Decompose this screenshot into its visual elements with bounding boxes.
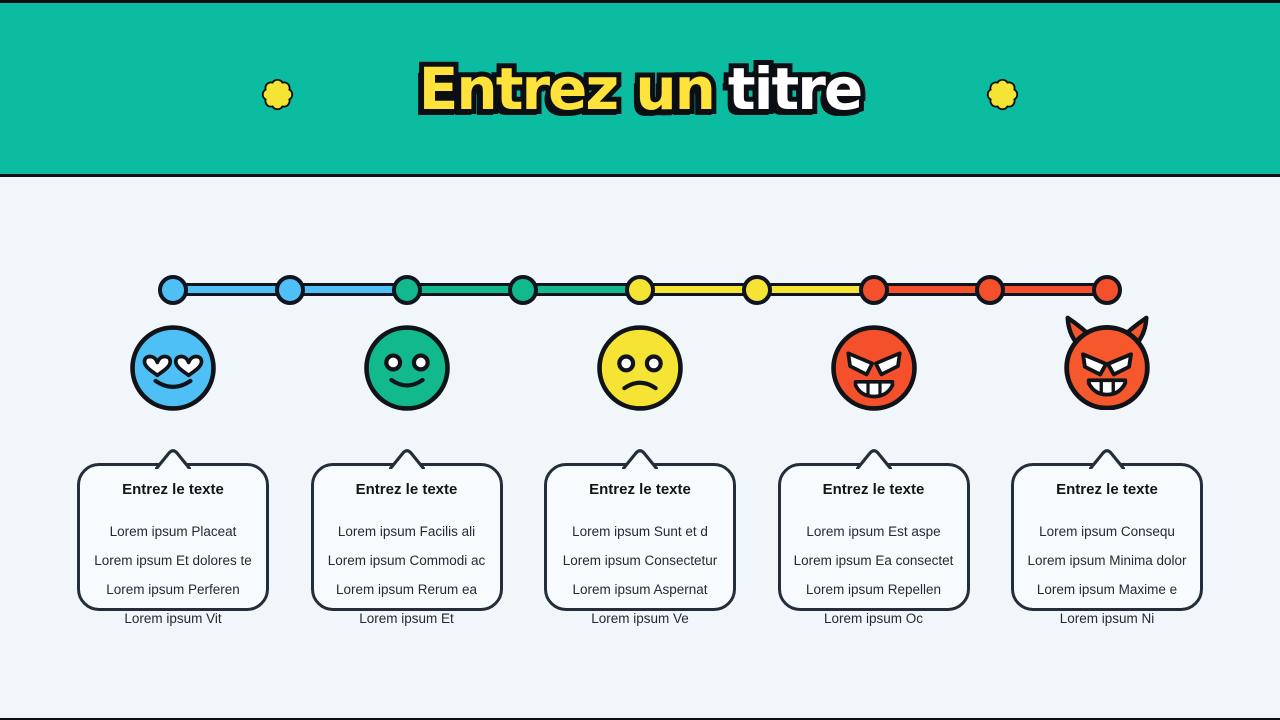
card-title: Entrez le texte (355, 481, 458, 498)
page-title[interactable] (419, 55, 861, 123)
card-text-line: Lorem ipsum Est aspe (806, 524, 941, 539)
card-title: Entrez le texte (1056, 481, 1158, 498)
card-pointer (155, 448, 191, 469)
card-text-line: Lorem ipsum Minima dolor (1027, 553, 1187, 568)
card-title: Entrez le texte (589, 481, 691, 498)
card-pointer (856, 448, 892, 469)
devil-emoji[interactable] (1059, 314, 1155, 410)
angry-emoji[interactable] (828, 322, 920, 414)
card-text-line: Lorem ipsum Vit (124, 611, 222, 626)
card-text-line: Lorem ipsum Oc (823, 611, 924, 626)
timeline-dot (625, 275, 655, 305)
card-title: Entrez le texte (822, 481, 925, 498)
timeline-dot (275, 275, 305, 305)
timeline-dot (859, 275, 889, 305)
timeline-segment (173, 283, 290, 296)
card-text-line: Lorem ipsum Ni (1059, 611, 1155, 626)
card-text-line: Lorem ipsum Rerum ea (335, 582, 478, 597)
sad-emoji[interactable] (594, 322, 686, 414)
text-card[interactable] (778, 463, 970, 626)
timeline-dot (158, 275, 188, 305)
card-lines (80, 517, 266, 633)
text-card[interactable] (311, 463, 503, 626)
text-card[interactable] (544, 463, 736, 626)
timeline-segment (990, 283, 1107, 296)
card-text-line: Lorem ipsum Commodi ac (327, 553, 486, 568)
card-text-line: Lorem ipsum Maxime e (1036, 582, 1178, 597)
card-text-line: Lorem ipsum Ve (591, 611, 689, 626)
flower-icon (261, 78, 294, 111)
card-lines (314, 517, 500, 633)
page-title-part2: titre (727, 54, 862, 123)
card-text-line: Lorem ipsum Ea consectet (793, 553, 954, 568)
timeline-dot (392, 275, 422, 305)
card-lines (1014, 517, 1200, 633)
text-card[interactable] (1011, 463, 1203, 626)
timeline-segment (407, 283, 524, 296)
card-text-line: Lorem ipsum Et dolores te (94, 553, 252, 568)
card-text-line: Lorem ipsum Consectetur (562, 553, 718, 568)
timeline-segment (757, 283, 874, 296)
timeline-segment (874, 283, 991, 296)
card-text-line: Lorem ipsum Aspernat (572, 582, 708, 597)
card-text-line: Lorem ipsum Et (359, 611, 454, 626)
card-text-line: Lorem ipsum Sunt et d (572, 524, 708, 539)
card-pointer (1089, 448, 1125, 469)
timeline-segment (523, 283, 640, 296)
card-lines (781, 517, 967, 633)
card-text-line: Lorem ipsum Placeat (109, 524, 237, 539)
timeline-dot (508, 275, 538, 305)
card-text-line: Lorem ipsum Repellen (805, 582, 942, 597)
love-emoji[interactable] (127, 322, 219, 414)
flower-icon (986, 78, 1019, 111)
card-title: Entrez le texte (122, 481, 224, 498)
timeline-segment (290, 283, 407, 296)
text-card[interactable] (77, 463, 269, 626)
card-text-line: Lorem ipsum Facilis ali (337, 524, 476, 539)
smile-emoji[interactable] (361, 322, 453, 414)
header-band (0, 0, 1280, 177)
timeline-dot (742, 275, 772, 305)
card-pointer (622, 448, 658, 469)
timeline-segment (640, 283, 757, 296)
card-text-line: Lorem ipsum Consequ (1039, 524, 1175, 539)
page-title-part1: Entrez un (418, 54, 714, 123)
card-text-line: Lorem ipsum Perferen (106, 582, 240, 597)
timeline-dot (975, 275, 1005, 305)
timeline-dot (1092, 275, 1122, 305)
card-pointer (389, 448, 425, 469)
card-lines (547, 517, 733, 633)
